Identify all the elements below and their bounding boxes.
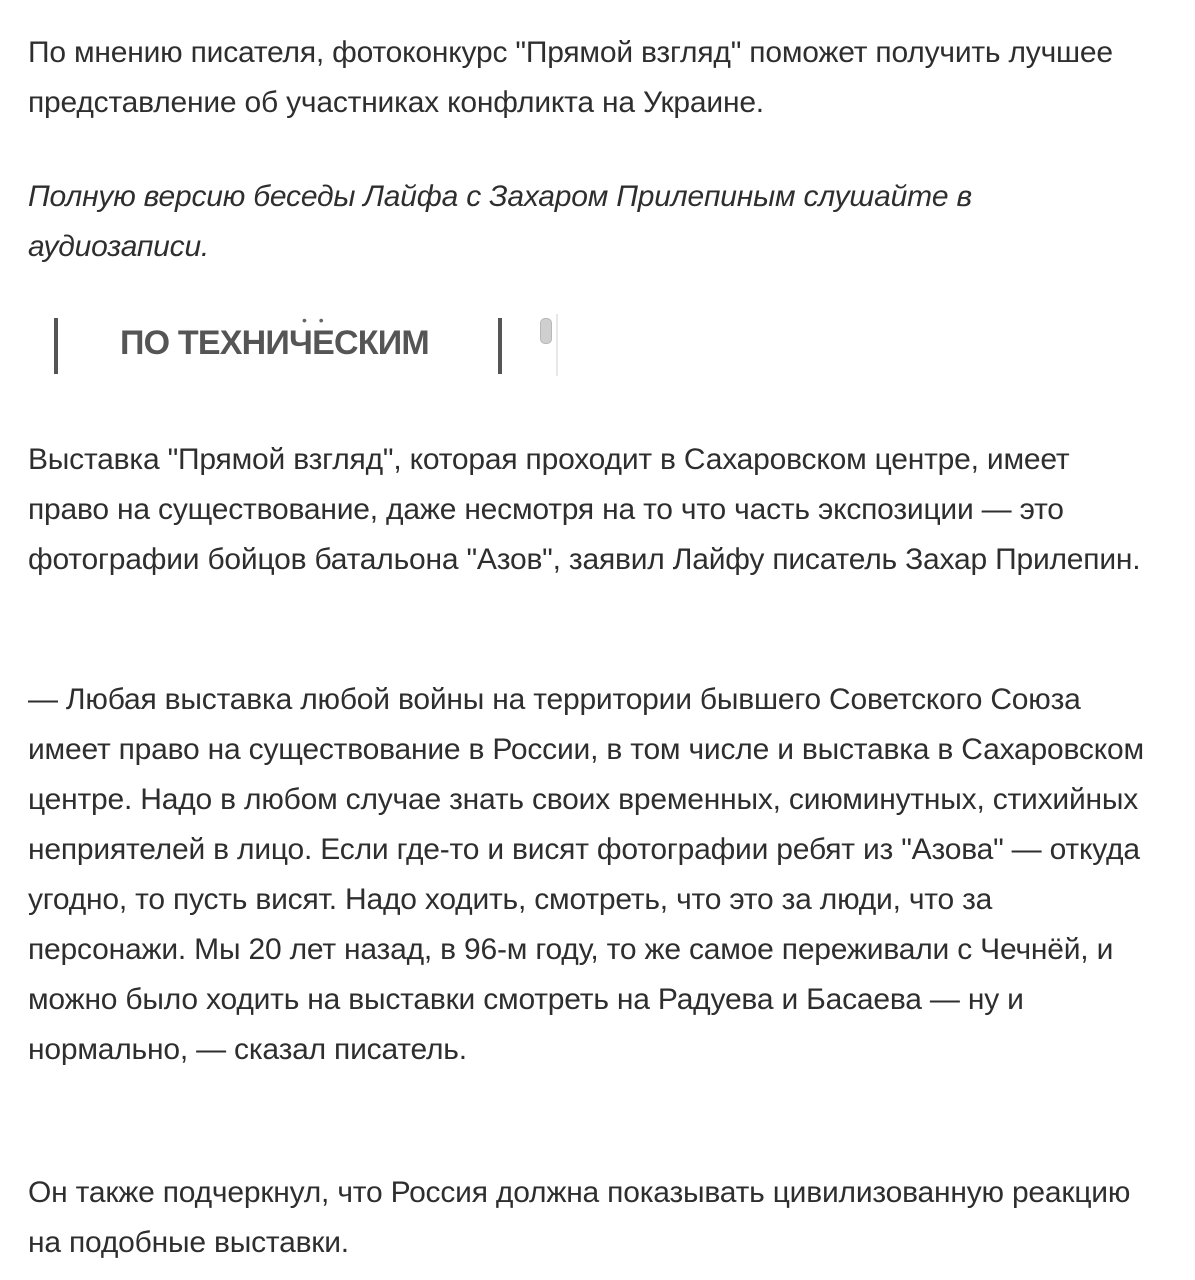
player-right-divider bbox=[498, 318, 502, 374]
player-title: ПО ТЕХНИЧЕСКИМ bbox=[120, 324, 429, 362]
audio-player[interactable] bbox=[40, 310, 580, 380]
quote-paragraph: — Любая выставка любой войны на территории бывшего Советского Союза имеет право на существование в России, в том числе и выставка в Сахаровском центре. Надо в любом случае знать своих временных, сиюминутных, стихийных неприятелей в лицо. Если где-то и висят фотографии ребят из "Азова" — откуда угодно, то пусть висят. Надо ходить, смотреть, что это за люди, что за персонажи. Мы 20 лет назад, в 96-м году, то же самое переживали с Чечнёй, и можно было ходить на выставки смотреть на Радуева и Басаева — ну и нормально, — сказал писатель. bbox=[28, 683, 1144, 1066]
audio-note-paragraph: Полную версию беседы Лайфа с Захаром Прилепиным слушайте в аудиозаписи. bbox=[28, 180, 972, 263]
article-paragraph: По мнению писателя, фотоконкурс "Прямой взгляд" поможет получить лучшее представление об участниках конфликта на Украине. bbox=[28, 36, 1113, 119]
player-left-divider bbox=[54, 318, 58, 374]
article-paragraph: Он также подчеркнул, что Россия должна показывать цивилизованную реакцию на подобные выставки. bbox=[28, 1176, 1131, 1259]
player-dots-indicator: • • bbox=[302, 312, 328, 328]
player-scroll-handle[interactable] bbox=[540, 318, 552, 344]
article-paragraph: Выставка "Прямой взгляд", которая проходит в Сахаровском центре, имеет право на существование, даже несмотря на то что часть экспозиции — это фотографии бойцов батальона "Азов", заявил Лайфу писатель Захар Прилепин. bbox=[28, 443, 1141, 576]
